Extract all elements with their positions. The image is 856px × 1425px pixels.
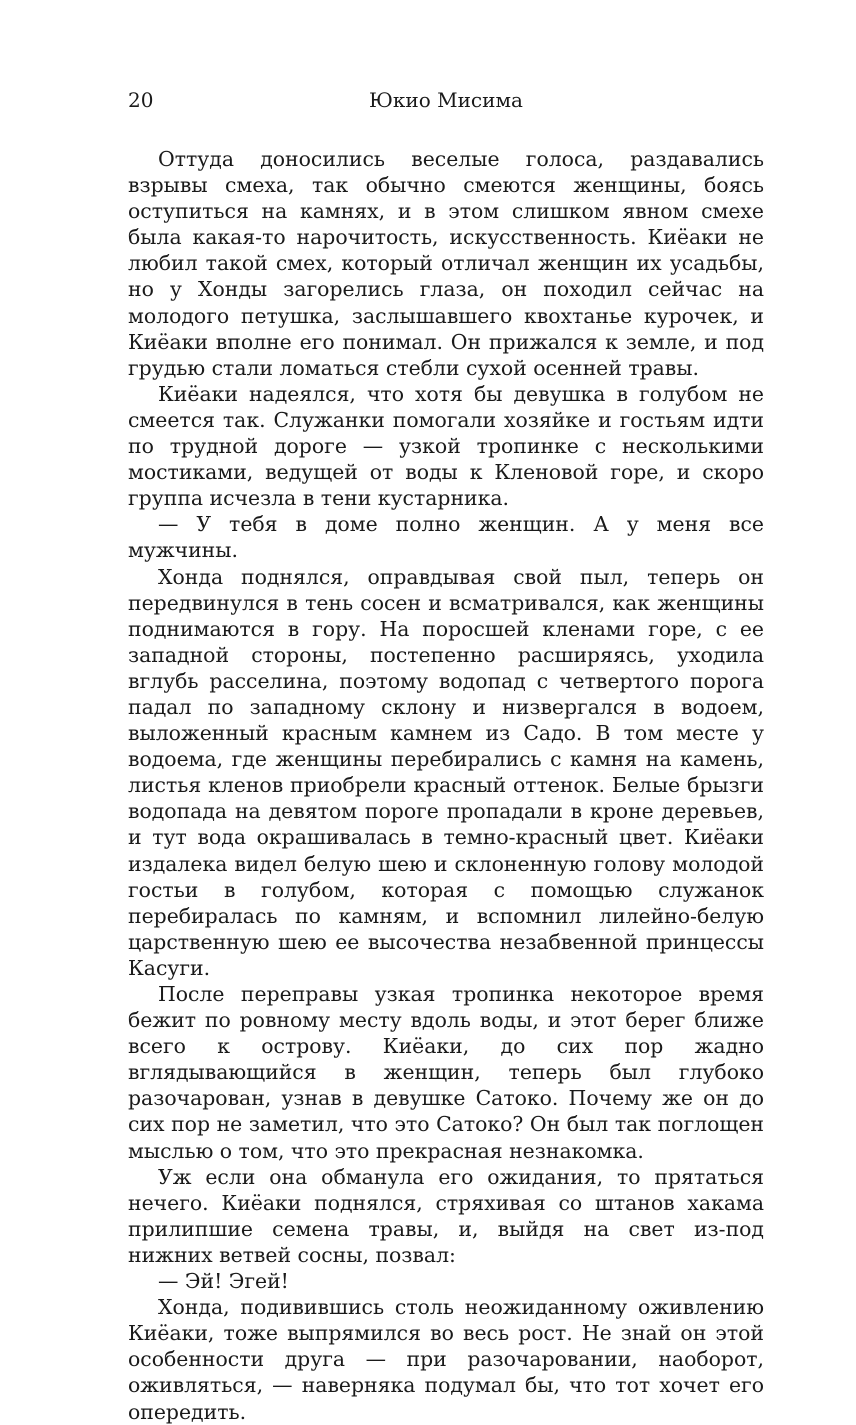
body-text (128, 146, 764, 1425)
paragraph: Хонда, подивившись столь неожиданному оживлению Киёаки, тоже выпрямился во весь рост. Не знай он этой особенности друга — при разочаровании, наоборот, оживляться, — наверняка подумал бы, что тот хочет его опередить. (128, 1295, 764, 1424)
paragraph: — У тебя в доме полно женщин. А у меня все мужчины. (128, 512, 764, 563)
paragraph: Хонда поднялся, оправдывая свой пыл, теперь он передвинулся в тень сосен и всматривался, как женщины поднимаются в гору. На поросшей кленами горе, с ее западной стороны, постепенно расширяясь, уходила вглубь расселина, поэтому водопад с четвертого порога падал по западному склону и низвергался в водоем, выложенный красным камнем из Садо. В том месте у водоема, где женщины перебирались с камня на камень, листья кленов приобрели красный оттенок. Белые брызги водопада на девятом пороге пропадали в кроне деревьев, и тут вода окрашивалась в темно-красный цвет. Киёаки издалека видел белую шею и склоненную голову молодой гостьи в голубом, которая с помощью служанок перебиралась по камням, и вспомнил лилейно-белую царственную шею ее высочества незабвенной принцессы Касуги. (128, 564, 764, 980)
running-title: Юкио Мисима (369, 88, 523, 112)
paragraph: Оттуда доносились веселые голоса, раздавались взрывы смеха, так обычно смеются женщины, боясь оступиться на камнях, и в этом слишком явном смехе была какая-то нарочитость, искусственность. Киёаки не любил такой смех, который отличал женщин их усадьбы, но у Хонды загорелись глаза, он походил сейчас на молодого петушка, заслышавшего квохтанье курочек, и Киёаки вполне его понимал. Он прижался к земле, и под грудью стали ломаться стебли сухой осенней травы. (128, 147, 764, 380)
paragraph: Уж если она обманула его ожидания, то прятаться нечего. Киёаки поднялся, стряхивая со штанов хакама прилипшие семена травы, и, выйдя на свет из-под нижних ветвей сосны, позвал: (128, 1164, 764, 1267)
page-header (128, 88, 764, 118)
paragraph: — Эй! Эгей! (158, 1269, 289, 1294)
page-number: 20 (128, 88, 154, 112)
paragraph: Киёаки надеялся, что хотя бы девушка в голубом не смеется так. Служанки помогали хозяйке и гостьям идти по трудной дороге — узкой тропинке с несколькими мостиками, ведущей от воды к Кленовой горе, и скоро группа исчезла в тени кустарника. (128, 381, 764, 511)
paragraph: После переправы узкая тропинка некоторое время бежит по ровному месту вдоль воды, и этот берег ближе всего к острову. Киёаки, до сих пор жадно вглядывающийся в женщин, теперь был глубоко разочарован, узнав в девушке Сатоко. Почему же он до сих пор не заметил, что это Сатоко? Он был так поглощен мыслью о том, что это прекрасная незнакомка. (128, 982, 764, 1163)
